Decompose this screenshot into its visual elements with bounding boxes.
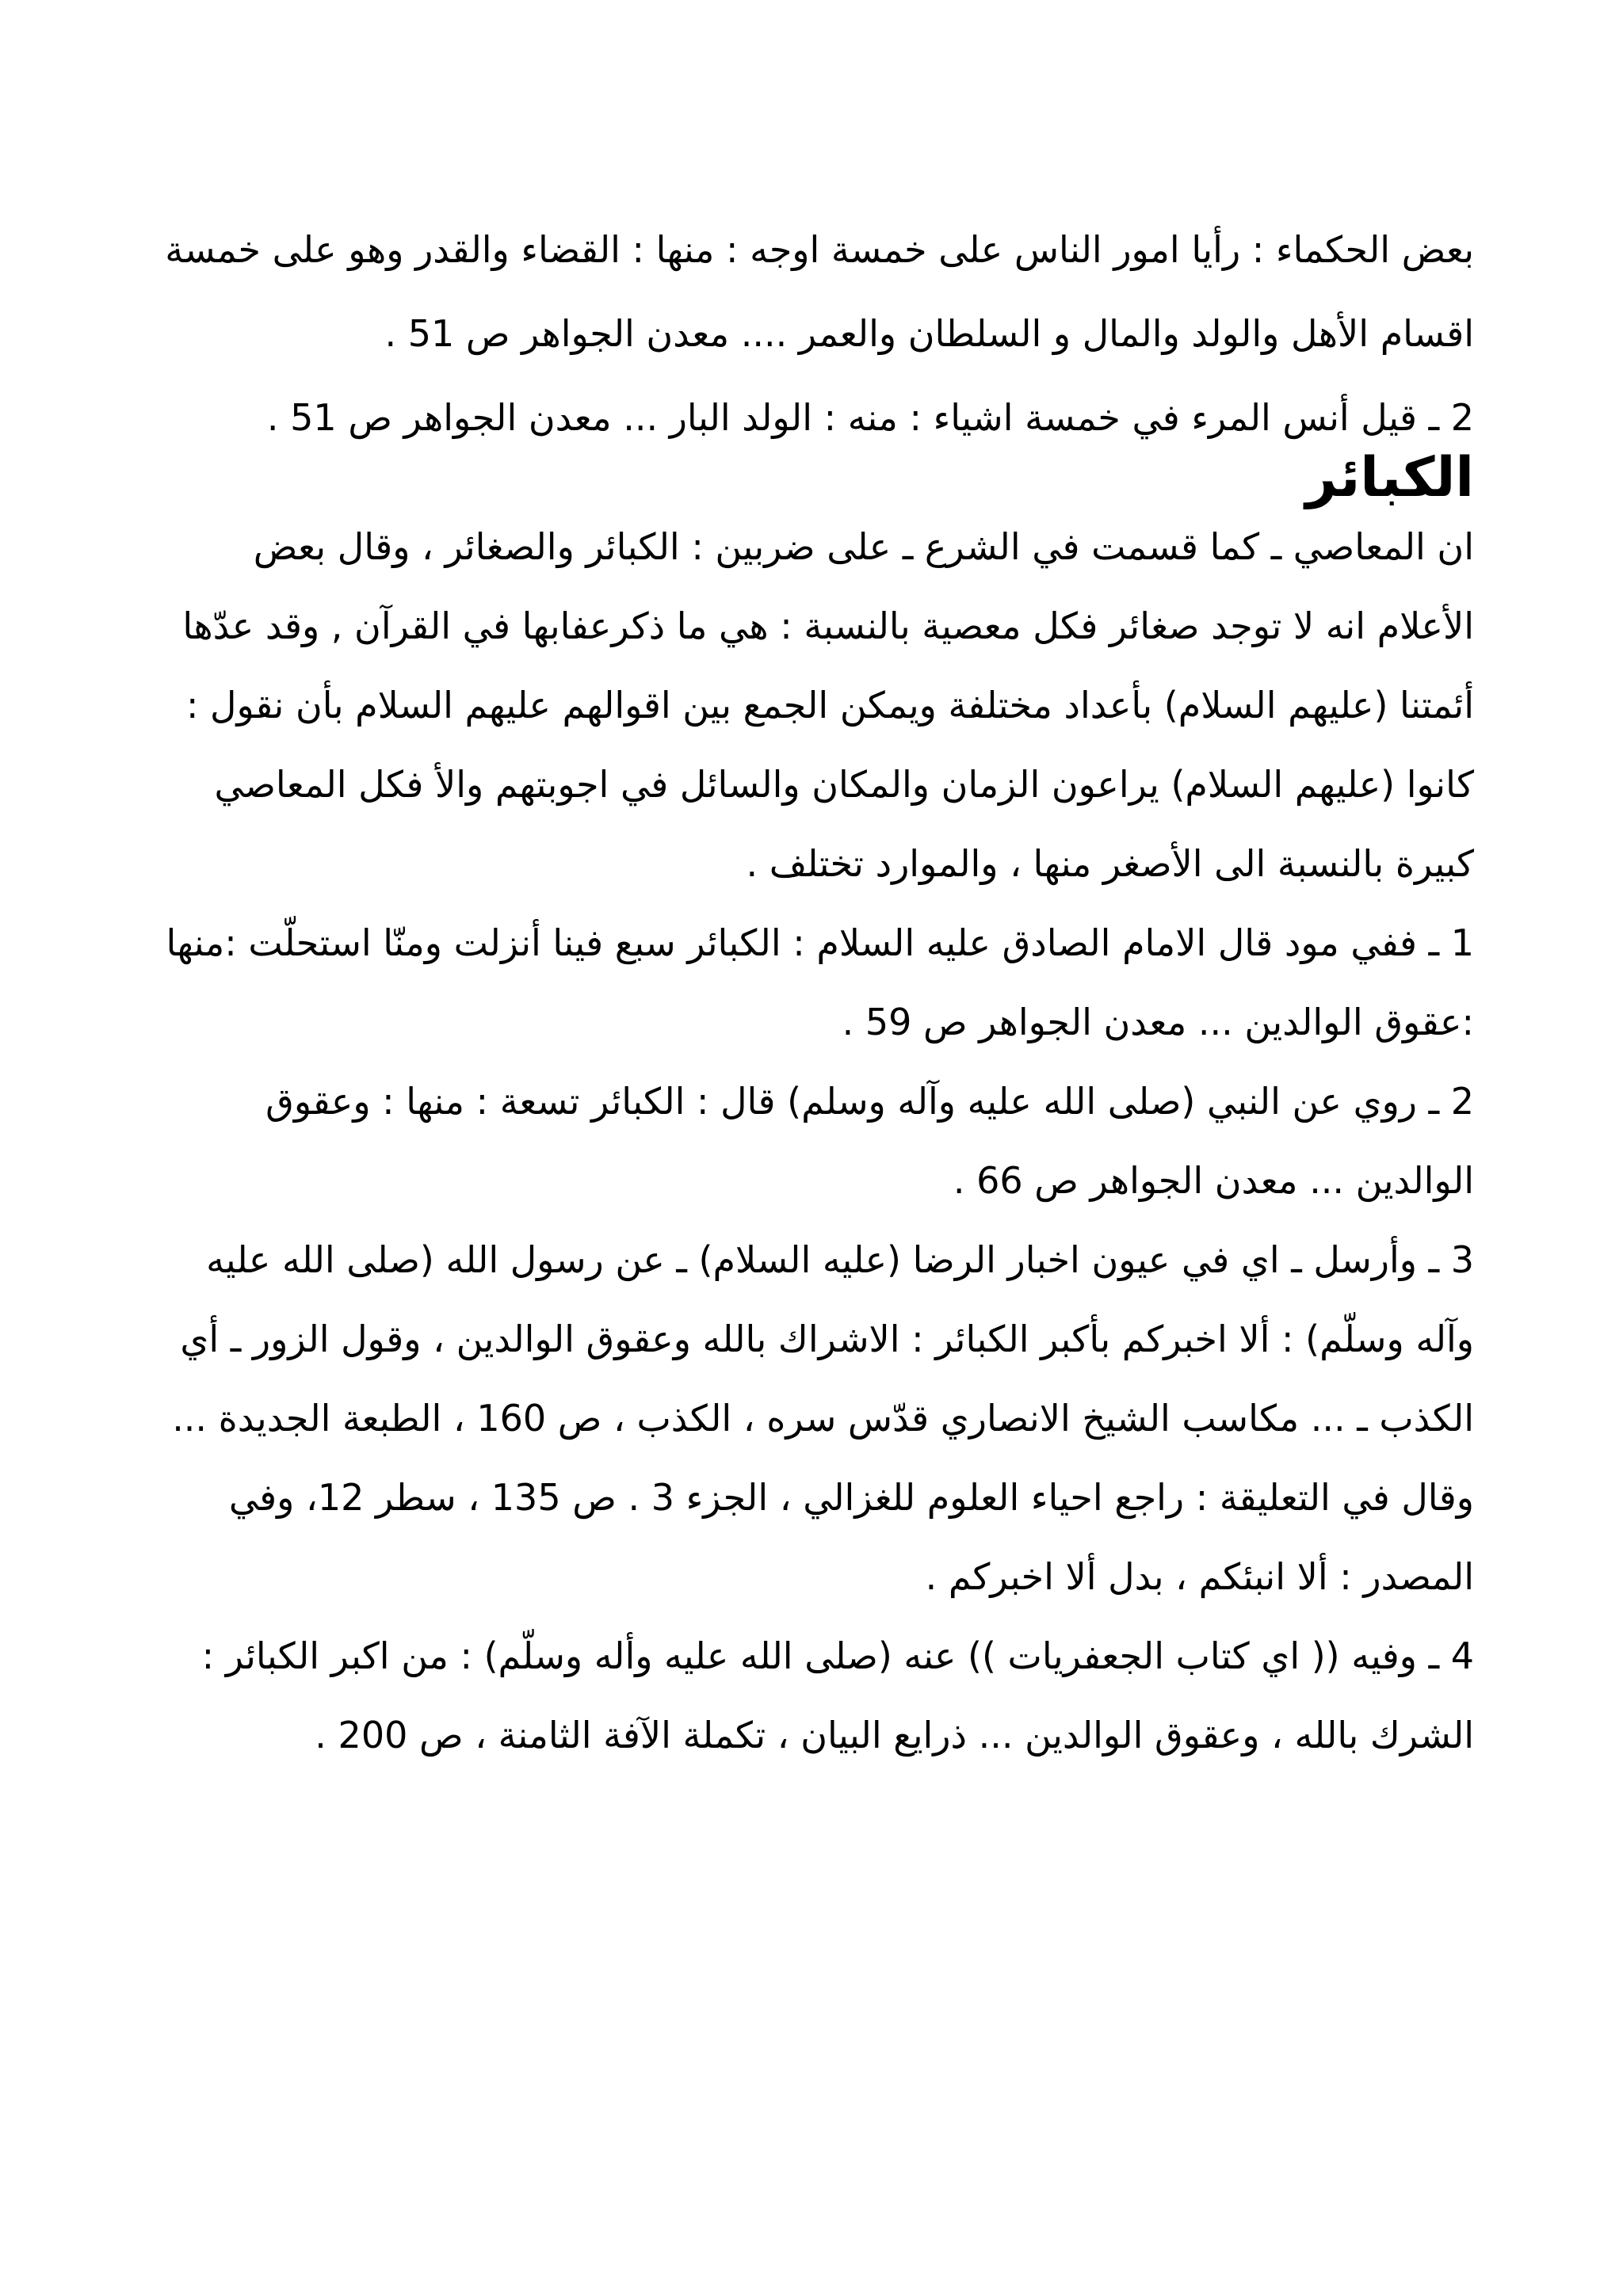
paragraph-sins-intro: ان المعاصي ـ كما قسمت في الشرع ـ على ضربين : الكبائر والصغائر ، وقال بعض الأعلام انه لا توجد صغائر فكل معصية بالنسبة : هي ما ذكرعفابها في القرآن , وقد عدّها أئمتنا (عليهم السلام) بأعداد مختلفة ويمكن الجمع بين اقوالهم عليهم السلام بأن نقول : كانوا (عليهم السلام) يراعون الزمان والمكان والسائل في اجوبتهم والأ فكل المعاصي كبيرة بالنسبة الى الأصغر منها ، والموارد تختلف . <box>182 525 1474 885</box>
paragraph-item-2-intimacy: 2 ـ قيل أنس المرء في خمسة اشياء : منه : الولد البار ... معدن الجواهر ص 51 . <box>266 396 1474 439</box>
document-page <box>155 208 1474 1775</box>
paragraph-item-4-jafariyat: 4 ـ وفيه (( اي كتاب الجعفريات )) عنه (صلى الله عليه وأله وسلّم) : من اكبر الكبائر : الشرك بالله ، وعقوق الوالدين ... ذرايع البيان ، تكملة الآفة الثامنة ، ص 200 . <box>201 1634 1474 1756</box>
paragraph-item-2-prophet: 2 ـ روي عن النبي (صلى الله عليه وآله وسلم) قال : الكبائر تسعة : منها : وعقوق الوالدين ... معدن الجواهر ص 66 . <box>265 1080 1474 1202</box>
paragraph-wise-men-saying: بعض الحكماء : رأيا امور الناس على خمسة اوجه : منها : القضاء والقدر وهو على خمسة اقسام الأهل والولد والمال و السلطان والعمر .... معدن الجواهر ص 51 . <box>165 228 1474 355</box>
paragraph-item-3-uyun-akhbar: 3 ـ وأرسل ـ اي في عيون اخبار الرضا (عليه السلام) ـ عن رسول الله (صلى الله عليه وآله وسلّم) : ألا اخبركم بأكبر الكبائر : الاشراك بالله وعقوق الوالدين ، وقول الزور ـ أي الكذب ـ ... مكاسب الشيخ الانصاري قدّس سره ، الكذب ، ص 160 ، الطبعة الجديدة ... وقال في التعليقة : راجع احياء العلوم للغزالي ، الجزء 3 . ص 135 ، سطر 12، وفي المصدر : ألا انبئكم ، بدل ألا اخبركم . <box>172 1238 1474 1598</box>
section-heading-major-sins: الكبائر <box>1305 446 1474 509</box>
paragraph-item-1-imam-sadiq: 1 ـ ففي مود قال الامام الصادق عليه السلام : الكبائر سبع فينا أنزلت ومنّا استحلّت :منها :عقوق الوالدين ... معدن الجواهر ص 59 . <box>166 921 1474 1043</box>
